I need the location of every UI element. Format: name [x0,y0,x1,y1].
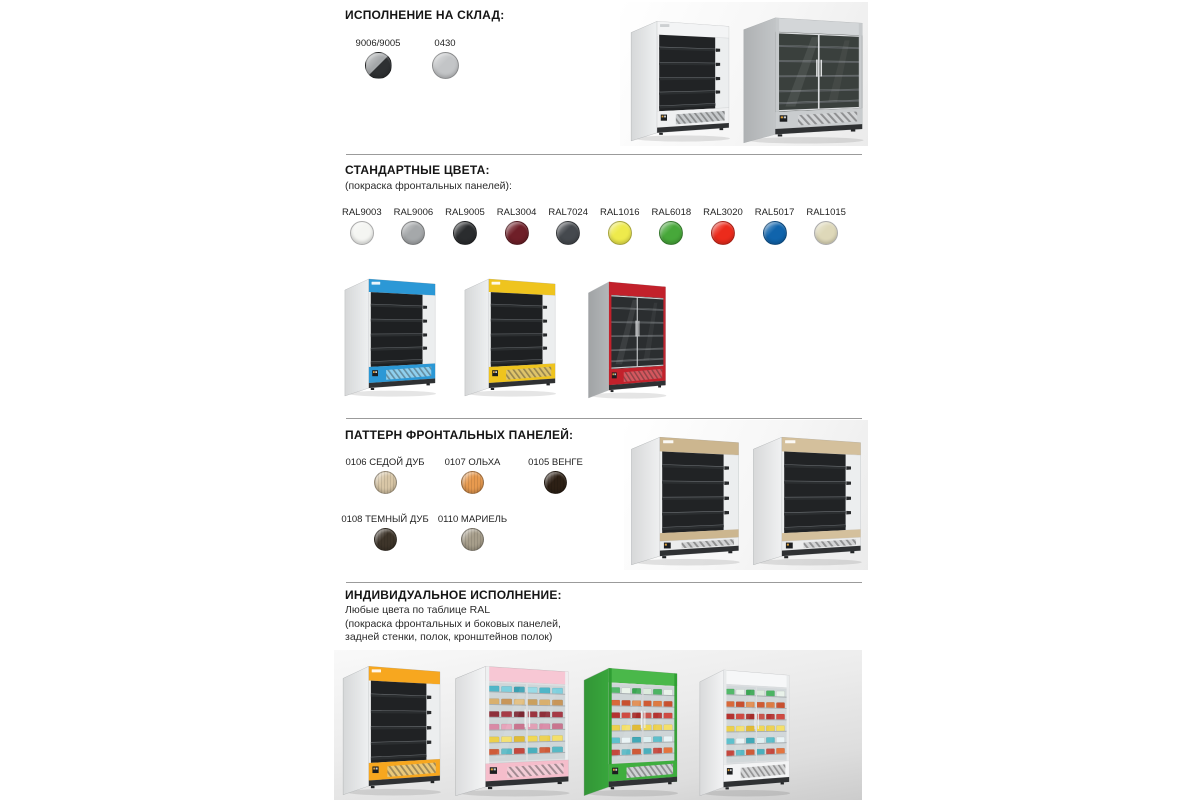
color-dot [505,221,529,245]
swatch-ral1015 [800,207,852,245]
swatch-label: RAL3004 [496,207,537,218]
color-dot [432,52,459,79]
color-dot [544,471,567,494]
swatch-label: 0108 ТЕМНЫЙ ДУБ [341,514,429,525]
color-dot [556,221,580,245]
swatch-ral3004 [491,207,543,245]
fridge-image-pink [452,652,572,798]
fridge-image-oak-1 [628,423,742,567]
custom-line-3: задней стенки, полок, кронштейнов полок) [345,631,553,643]
custom-line-2: (покраска фронтальных и боковых панелей, [345,617,561,630]
swatch-label: 0430 [434,38,456,49]
color-dot [374,471,397,494]
swatch-ral6018 [646,207,698,245]
swatch-label: RAL5017 [754,207,795,218]
swatch-0107 [425,457,520,494]
color-dot [374,528,397,551]
section-title-standard: СТАНДАРТНЫЕ ЦВЕТА: [345,163,490,177]
color-dot [365,52,392,79]
fridge-image-green [581,654,680,798]
swatch-0110 [425,514,520,551]
swatch-label: RAL9006 [393,207,434,218]
swatch-label: RAL1016 [599,207,640,218]
section-subtitle-standard: (покраска фронтальных панелей): [345,180,512,192]
ral-swatch-row [336,207,852,245]
fridge-image-white [697,656,792,798]
swatch-0105 [508,457,603,494]
divider [346,418,862,419]
swatch-label: 0106 СЕДОЙ ДУБ [345,457,425,468]
swatch-label: 9006/9005 [355,38,401,49]
color-dot [608,221,632,245]
fridge-image-yellow [462,266,558,398]
color-dot [711,221,735,245]
swatch-9006-9005 [348,38,408,79]
fridge-image-orange [340,652,443,797]
swatch-0430 [415,38,475,79]
swatch-label: RAL3020 [703,207,743,218]
custom-description [345,604,561,645]
swatch-0106 [337,457,433,494]
color-dot [814,221,838,245]
swatch-ral3020 [697,207,749,245]
swatch-ral9006 [388,207,440,245]
section-title-pattern: ПАТТЕРН ФРОНТАЛЬНЫХ ПАНЕЛЕЙ: [345,428,574,442]
divider [346,154,862,155]
swatch-ral1016 [594,207,646,245]
color-dot [461,528,484,551]
section-title-custom: ИНДИВИДУАЛЬНОЕ ИСПОЛНЕНИЕ: [345,588,562,602]
swatch-ral9003 [336,207,388,245]
fridge-image-oak-2 [750,423,864,567]
custom-line-1: Любые цвета по таблице RAL [345,604,491,616]
swatch-label: RAL9003 [341,207,382,218]
color-dot [763,221,787,245]
fridge-image-stock-silver [740,4,866,145]
swatch-label: 0110 МАРИЕЛЬ [437,514,508,525]
color-dot [350,221,374,245]
swatch-ral9005 [439,207,491,245]
color-dot [461,471,484,494]
swatch-label: RAL6018 [651,207,692,218]
fridge-image-stock-white [628,8,732,143]
swatch-label: 0107 ОЛЬХА [444,457,501,468]
swatch-label: RAL1015 [806,207,846,218]
swatch-label: RAL7024 [548,207,588,218]
section-title-stock: ИСПОЛНЕНИЕ НА СКЛАД: [345,8,505,22]
swatch-label: RAL9005 [445,207,485,218]
fridge-image-blue [342,266,438,398]
swatch-ral5017 [749,207,801,245]
color-dot [453,221,477,245]
fridge-image-red [586,269,668,400]
swatch-label: 0105 ВЕНГЕ [528,457,583,468]
color-dot [401,221,425,245]
divider [346,582,862,583]
swatch-0108 [337,514,433,551]
swatch-ral7024 [542,207,594,245]
color-dot [659,221,683,245]
